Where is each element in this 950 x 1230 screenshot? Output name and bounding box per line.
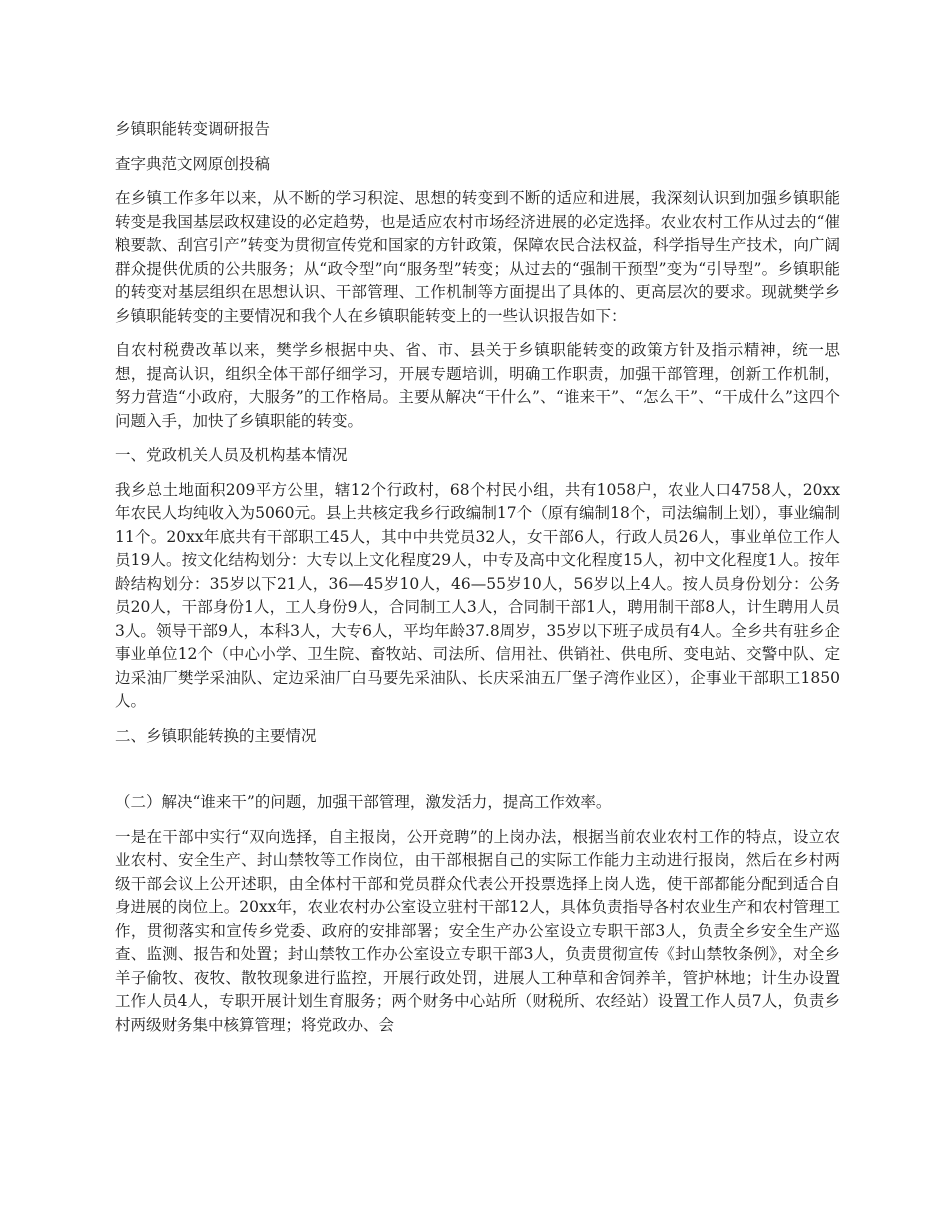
section-2-heading: 二、乡镇职能转换的主要情况 [115,726,317,745]
intro-paragraph-2: 自农村税费改革以来，樊学乡根据中央、省、市、县关于乡镇职能转变的政策方针及指示精神，统一思想，提高认识，组织全体干部仔细学习，开展专题培训，明确工作职责，加强干部管理，创新工作机制，努力营造“小政府，大服务”的工作格局。主要从解决“干什么”、“谁来干”、“怎么干”、“干成什么”这四个问题入手，加快了乡镇职能的转变。 [115,341,840,430]
document-page [115,118,840,1048]
section-1-paragraph: 我乡总土地面积209平方公里，辖12个行政村，68个村民小组，共有1058户，农业人口4758人，20xx年农民人均纯收入为5060元。县上共核定我乡行政编制17个（原有编制18个，司法编制上划），事业编制11个。20xx年底共有干部职工45人，其中中共党员32人，女干部6人，行政人员26人，事业单位工作人员19人。按文化结构划分：大专以上文化程度29人，中专及高中文化程度15人，初中文化程度1人。按年龄结构划分：35岁以下21人，36—45岁10人，46—55岁10人，56岁以上4人。按人员身份划分：公务员20人，干部身份1人，工人身份9人，合同制工人3人，合同制干部1人，聘用制干部8人，计生聘用人员3人。领导干部9人，本科3人，大专6人，平均年龄37.8周岁，35岁以下班子成员有4人。全乡共有驻乡企事业单位12个（中心小学、卫生院、畜牧站、司法所、信用社、供销社、供电所、变电站、交警中队、定边采油厂樊学采油队、定边采油厂白马要先采油队、长庆采油五厂堡子湾作业区），企事业干部职工1850人。 [115,480,840,710]
subsection-2-heading: （二）解决“谁来干”的问题，加强干部管理，激发活力，提高工作效率。 [115,793,612,811]
document-source: 查字典范文网原创投稿 [115,154,271,173]
blank-gap [115,759,840,791]
document-title: 乡镇职能转变调研报告 [115,120,271,138]
section-1-heading: 一、党政机关人员及机构基本情况 [115,446,348,464]
subsection-2-paragraph: 一是在干部中实行“双向选择，自主报岗，公开竞聘”的上岗办法，根据当前农业农村工作的特点，设立农业农村、安全生产、封山禁牧等工作岗位，由干部根据自己的实际工作能力主动进行报岗，然后在乡村两级干部会议上公开述职，由全体村干部和党员群众代表公开投票选择上岗人选，使干部都能分配到适合自身进展的岗位上。20xx年，农业农村办公室设立驻村干部12人，具体负责指导各村农业生产和农村管理工作，贯彻落实和宣传乡党委、政府的安排部署；安全生产办公室设立专职干部3人，负责全乡安全生产巡查、监测、报告和处置；封山禁牧工作办公室设立专职干部3人，负责贯彻宣传《封山禁牧条例》，对全乡羊子偷牧、夜牧、散牧现象进行监控，开展行政处罚，进展人工种草和舍饲养羊，管护林地；计生办设置工作人员4人，专职开展计划生育服务；两个财务中心站所（财税所、农经站）设置工作人员7人，负责乡村两级财务集中核算管理；将党政办、会 [115,827,840,1034]
intro-paragraph-1: 在乡镇工作多年以来，从不断的学习积淀、思想的转变到不断的适应和进展，我深刻认识到加强乡镇职能转变是我国基层政权建设的必定趋势，也是适应农村市场经济进展的必定选择。农业农村工作从过去的“催粮要款、刮宫引产”转变为贯彻宣传党和国家的方针政策，保障农民合法权益，科学指导生产技术，向广阔群众提供优质的公共服务；从“政令型”向“服务型”转变；从过去的“强制干预型”变为“引导型”。乡镇职能的转变对基层组织在思想认识、干部管理、工作机制等方面提出了具体的、更高层次的要求。现就樊学乡乡镇职能转变的主要情况和我个人在乡镇职能转变上的一些认识报告如下： [115,189,840,325]
